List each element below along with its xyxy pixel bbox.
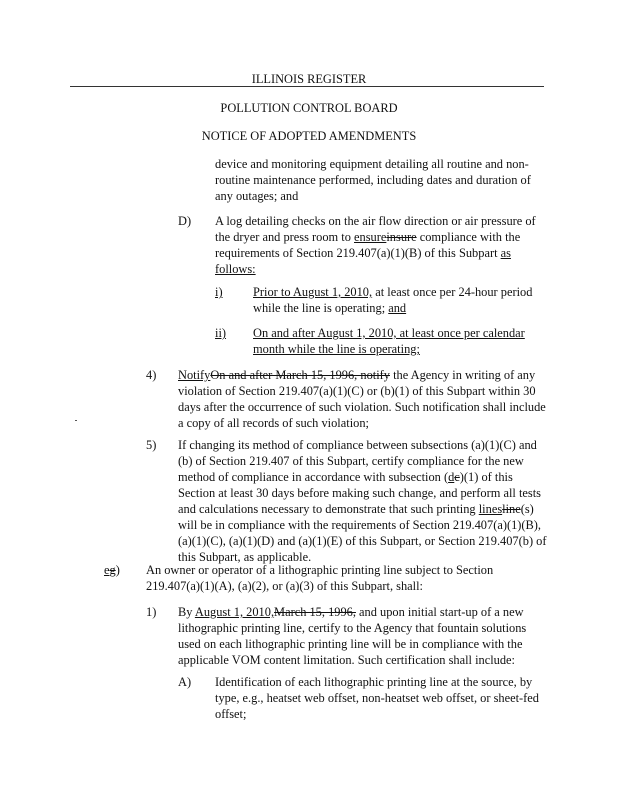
text-line: (a)(1)(C), (a)(1)(D) and (a)(1)(E) of this Subpart, or Section 219.407(b) of (178, 534, 547, 548)
text-line: If changing its method of compliance between subsections (a)(1)(C) and (178, 438, 537, 452)
text-line (253, 325, 525, 341)
text-line (253, 284, 532, 300)
inserted-text: ensure (354, 230, 387, 244)
text-span: the dryer and press room to (215, 230, 355, 244)
text-line: (b) of Section 219.407 of this Subpart, certify compliance for the new (178, 454, 524, 468)
text-line (253, 300, 532, 316)
item-e-text (146, 562, 493, 594)
text-span: By (178, 605, 195, 619)
text-line (178, 604, 526, 620)
deleted-text: On and after March 15, 1996, notify (210, 368, 390, 382)
item-D-text (215, 213, 536, 277)
item-label-ii (215, 325, 226, 341)
text-span: requirements of Section 219.407(a)(1)(B) of this Subpart (215, 246, 501, 260)
text-span: (s) (520, 502, 534, 516)
item-label-e1: 1) (146, 605, 157, 619)
text-line: Section at least 30 days before making such change, and perform all tests (178, 486, 542, 500)
deleted-text: line (502, 502, 521, 516)
text-span: the Agency in writing of any (389, 368, 536, 382)
inserted-text: and (388, 301, 407, 315)
text-line: violation of Section 219.407(a)(1)(C) or (b)(1) of this Subpart within 30 (178, 384, 536, 398)
register-title: ILLINOIS REGISTER (251, 72, 367, 86)
item-label-4: 4) (146, 368, 157, 382)
text-line: days after the occurrence of such violation. Such notification shall include (178, 400, 546, 414)
item-label-e (104, 562, 120, 578)
inserted-text: follows: (215, 262, 256, 276)
text-line: device and monitoring equipment detailing all routine and non- (215, 157, 529, 171)
text-line (178, 367, 546, 383)
text-line (215, 261, 536, 277)
item-ii-text (253, 325, 525, 357)
text-line: this Subpart, as applicable. (178, 550, 312, 564)
deleted-text: g (109, 563, 116, 577)
text-span: method of compliance in accordance with subsection ( (178, 470, 449, 484)
inserted-text: lines (478, 502, 503, 516)
scan-speck (75, 420, 77, 421)
text-line (178, 469, 547, 485)
inserted-text: as (500, 246, 511, 260)
item-4-text (178, 367, 546, 431)
item-A-text (215, 674, 539, 722)
text-line: Identification of each lithographic printing line at the source, by (215, 675, 533, 689)
text-span: at least once per 24-hour period (372, 285, 533, 299)
board-title: POLLUTION CONTROL BOARD (220, 101, 398, 115)
item-label-D: D) (178, 214, 192, 228)
deleted-text: c (454, 470, 460, 484)
inserted-text: August 1, 2010, (194, 605, 275, 619)
continuation-paragraph (215, 156, 531, 204)
item-5-text (178, 437, 547, 565)
text-line (253, 341, 525, 357)
text-line: 219.407(a)(1)(A), (a)(2), or (a)(3) of this Subpart, shall: (146, 579, 423, 593)
text-line: applicable VOM content limitation. Such certification shall include: (178, 653, 515, 667)
deleted-text: insure (386, 230, 417, 244)
deleted-text: March 15, 1996, (274, 605, 356, 619)
header-rule (70, 86, 544, 87)
text-span: compliance with the (416, 230, 521, 244)
item-label-A: A) (178, 675, 192, 689)
text-line: will be in compliance with the requirements of Section 219.407(a)(1)(B), (178, 518, 542, 532)
text-line: used on each lithographic printing line will be in compliance with the (178, 637, 523, 651)
text-line: lithographic printing line, certify to the Agency that fountain solutions (178, 621, 527, 635)
text-line: any outages; and (215, 189, 299, 203)
text-line: offset; (215, 707, 247, 721)
text-line (215, 229, 536, 245)
item-i-text (253, 284, 532, 316)
text-span: and upon initial start-up of a new (355, 605, 524, 619)
inserted-text: month while the line is operating; (253, 342, 420, 356)
text-line: routine maintenance performed, including dates and duration of (215, 173, 531, 187)
item-label-5: 5) (146, 438, 157, 452)
text-line: An owner or operator of a lithographic printing line subject to Section (146, 563, 494, 577)
text-span: while the line is operating; (253, 301, 389, 315)
notice-title: NOTICE OF ADOPTED AMENDMENTS (201, 129, 417, 143)
text-line: A log detailing checks on the air flow direction or air pressure of (215, 214, 536, 228)
inserted-text: ii) (215, 326, 227, 340)
inserted-text: e (104, 563, 110, 577)
inserted-text: i) (215, 285, 223, 299)
item-label-i (215, 284, 223, 300)
text-span: and calculations necessary to demonstrate that such printing (178, 502, 479, 516)
item-e1-text (178, 604, 526, 668)
inserted-text: On and after August 1, 2010, at least once per calendar (253, 326, 525, 340)
text-line (178, 501, 547, 517)
text-line: a copy of all records of such violation; (178, 416, 369, 430)
text-line: type, e.g., heatset web offset, non-heatset web offset, or sheet-fed (215, 691, 539, 705)
text-span: ) (115, 563, 120, 577)
inserted-text: Notify (178, 368, 211, 382)
inserted-text: Prior to August 1, 2010, (253, 285, 373, 299)
text-span: )(1) of this (459, 470, 513, 484)
inserted-text: d (448, 470, 455, 484)
text-line (215, 245, 536, 261)
